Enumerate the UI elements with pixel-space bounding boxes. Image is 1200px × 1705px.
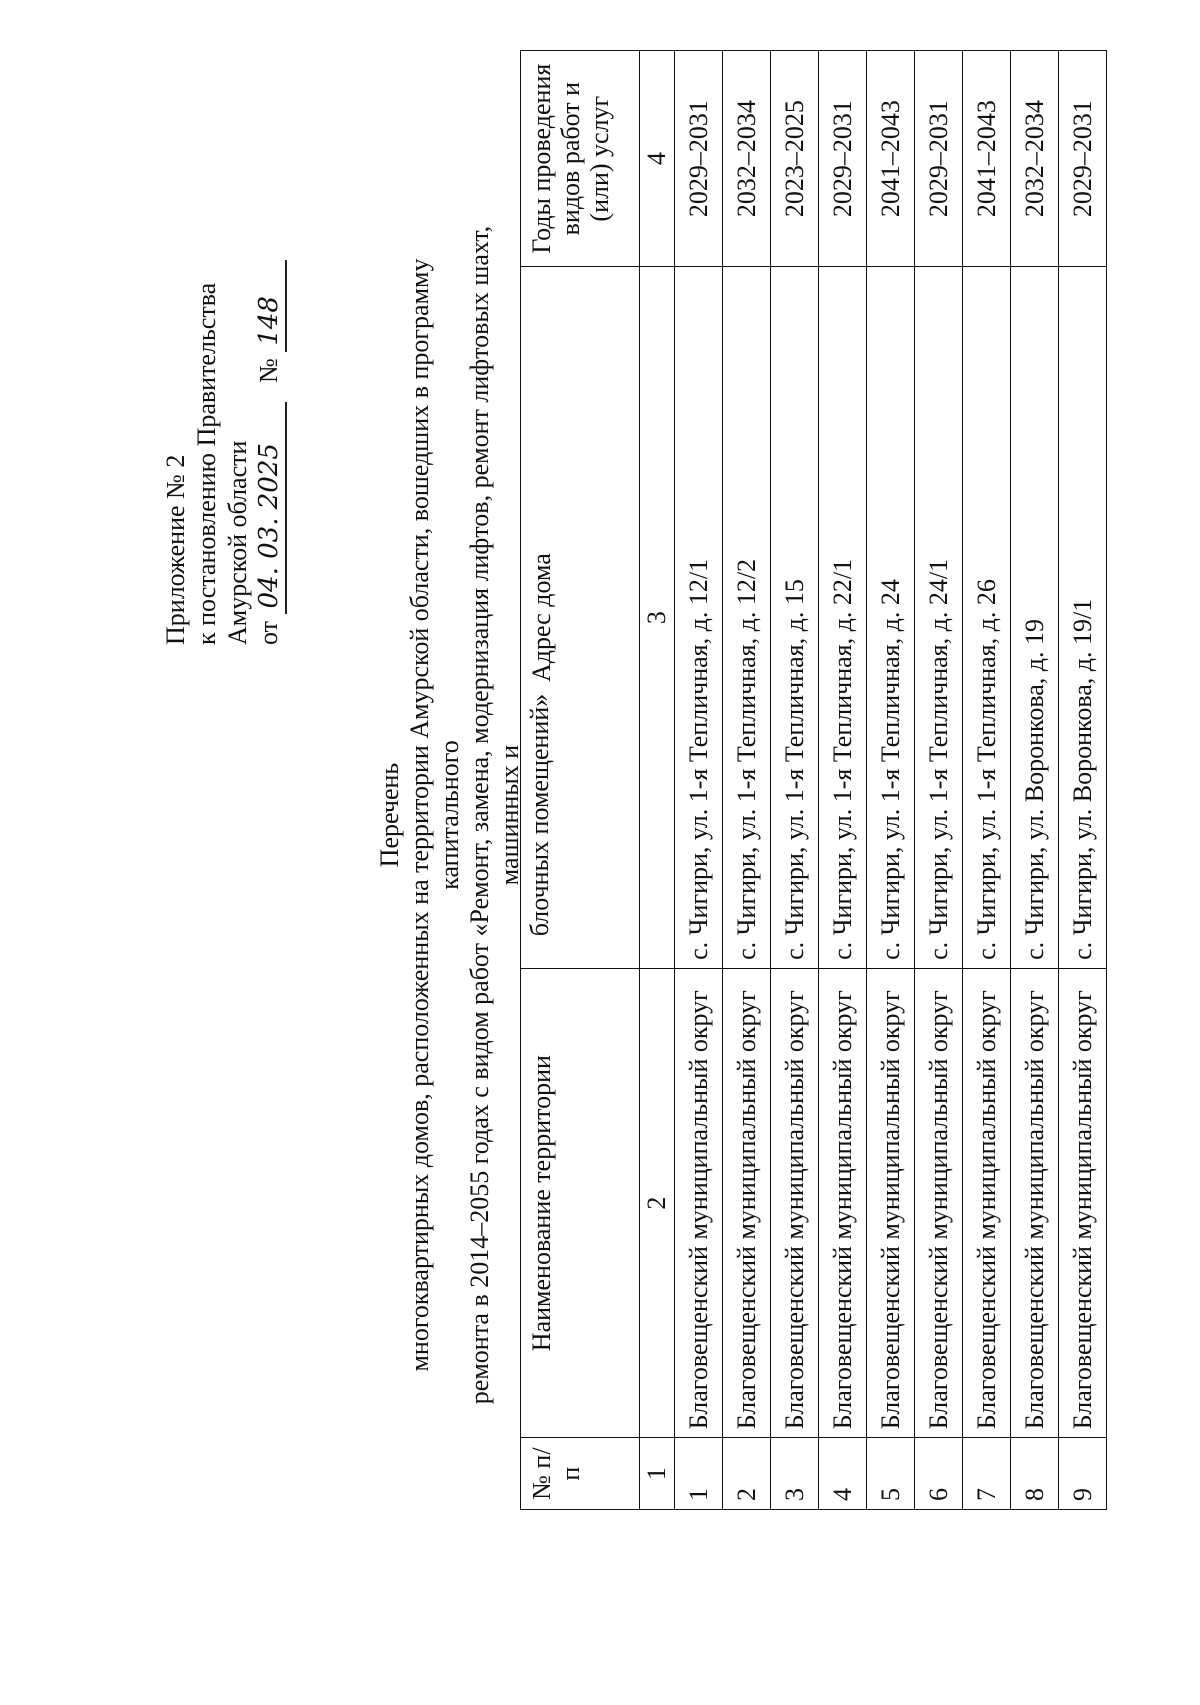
column-number: 2 (640, 968, 675, 1437)
number-prefix: № (254, 358, 283, 383)
territory-cell: Благовещенский муниципальный округ (867, 968, 915, 1437)
column-number: 1 (640, 1438, 675, 1510)
table-row (1059, 51, 1107, 1510)
houses-table (520, 50, 1107, 1510)
row-number: 8 (1011, 1438, 1059, 1510)
address-cell: с. Чигири, ул. 1-я Тепличная, д. 24 (867, 267, 915, 969)
years-cell: 2029–2031 (819, 51, 867, 267)
address-cell: с. Чигири, ул. Воронкова, д. 19 (1011, 267, 1059, 969)
appendix-title: Приложение № 2 (161, 454, 190, 645)
title-heading: Перечень (375, 762, 404, 868)
table-row (915, 51, 963, 1510)
years-cell: 2032–2034 (1011, 51, 1059, 267)
appendix-region-line: Амурской области (223, 440, 252, 645)
years-cell: 2029–2031 (1059, 51, 1107, 267)
table-row (723, 51, 771, 1510)
title-line-1: многоквартирных домов, расположенных на территории Амурской области, вошедших в программу капитального (405, 258, 464, 1372)
table-row (771, 51, 819, 1510)
years-cell: 2029–2031 (675, 51, 723, 267)
row-number: 5 (867, 1438, 915, 1510)
title-line-2: ремонта в 2014–2055 годах с видом работ «Ремонт, замена, модернизация лифтов, ремонт лифтовых шахт, машинных и (465, 225, 524, 1405)
title-line-3: блочных помещений» (525, 693, 554, 937)
table-row (819, 51, 867, 1510)
territory-cell: Благовещенский муниципальный округ (723, 968, 771, 1437)
years-cell: 2041–2043 (867, 51, 915, 267)
header-number: № п/п (521, 1438, 640, 1510)
address-cell: с. Чигири, ул. 1-я Тепличная, д. 24/1 (915, 267, 963, 969)
date-prefix: от (254, 620, 283, 645)
territory-cell: Благовещенский муниципальный округ (963, 968, 1011, 1437)
years-cell: 2032–2034 (723, 51, 771, 267)
address-cell: с. Чигири, ул. Воронкова, д. 19/1 (1059, 267, 1107, 969)
table-row (963, 51, 1011, 1510)
appendix-resolution-line: к постановлению Правительства (192, 282, 221, 645)
header-address: Адрес дома (521, 267, 640, 969)
header-territory: Наименование территории (521, 968, 640, 1437)
territory-cell: Благовещенский муниципальный округ (915, 968, 963, 1437)
address-cell: с. Чигири, ул. 1-я Тепличная, д. 15 (771, 267, 819, 969)
territory-cell: Благовещенский муниципальный округ (771, 968, 819, 1437)
table-row (1011, 51, 1059, 1510)
territory-cell: Благовещенский муниципальный округ (1059, 968, 1107, 1437)
header-years: Годы проведения видов работ и (или) услуг (521, 51, 640, 267)
row-number: 2 (723, 1438, 771, 1510)
row-number: 9 (1059, 1438, 1107, 1510)
table-row (867, 51, 915, 1510)
table-row (675, 51, 723, 1510)
territory-cell: Благовещенский муниципальный округ (1011, 968, 1059, 1437)
address-cell: с. Чигири, ул. 1-я Тепличная, д. 26 (963, 267, 1011, 969)
row-number: 4 (819, 1438, 867, 1510)
appendix-date-line (253, 260, 287, 645)
years-cell: 2029–2031 (915, 51, 963, 267)
row-number: 6 (915, 1438, 963, 1510)
address-cell: с. Чигири, ул. 1-я Тепличная, д. 12/1 (675, 267, 723, 969)
table-header-row (521, 51, 640, 1510)
handwritten-date: 04. 03. 2025 (254, 402, 287, 614)
column-number: 3 (640, 267, 675, 969)
address-cell: с. Чигири, ул. 1-я Тепличная, д. 12/2 (723, 267, 771, 969)
territory-cell: Благовещенский муниципальный округ (675, 968, 723, 1437)
column-number-row (640, 51, 675, 1510)
years-cell: 2041–2043 (963, 51, 1011, 267)
row-number: 1 (675, 1438, 723, 1510)
column-number: 4 (640, 51, 675, 267)
territory-cell: Благовещенский муниципальный округ (819, 968, 867, 1437)
address-cell: с. Чигири, ул. 1-я Тепличная, д. 22/1 (819, 267, 867, 969)
handwritten-number: 148 (254, 260, 287, 352)
row-number: 7 (963, 1438, 1011, 1510)
appendix-block (160, 260, 287, 645)
row-number: 3 (771, 1438, 819, 1510)
years-cell: 2023–2025 (771, 51, 819, 267)
